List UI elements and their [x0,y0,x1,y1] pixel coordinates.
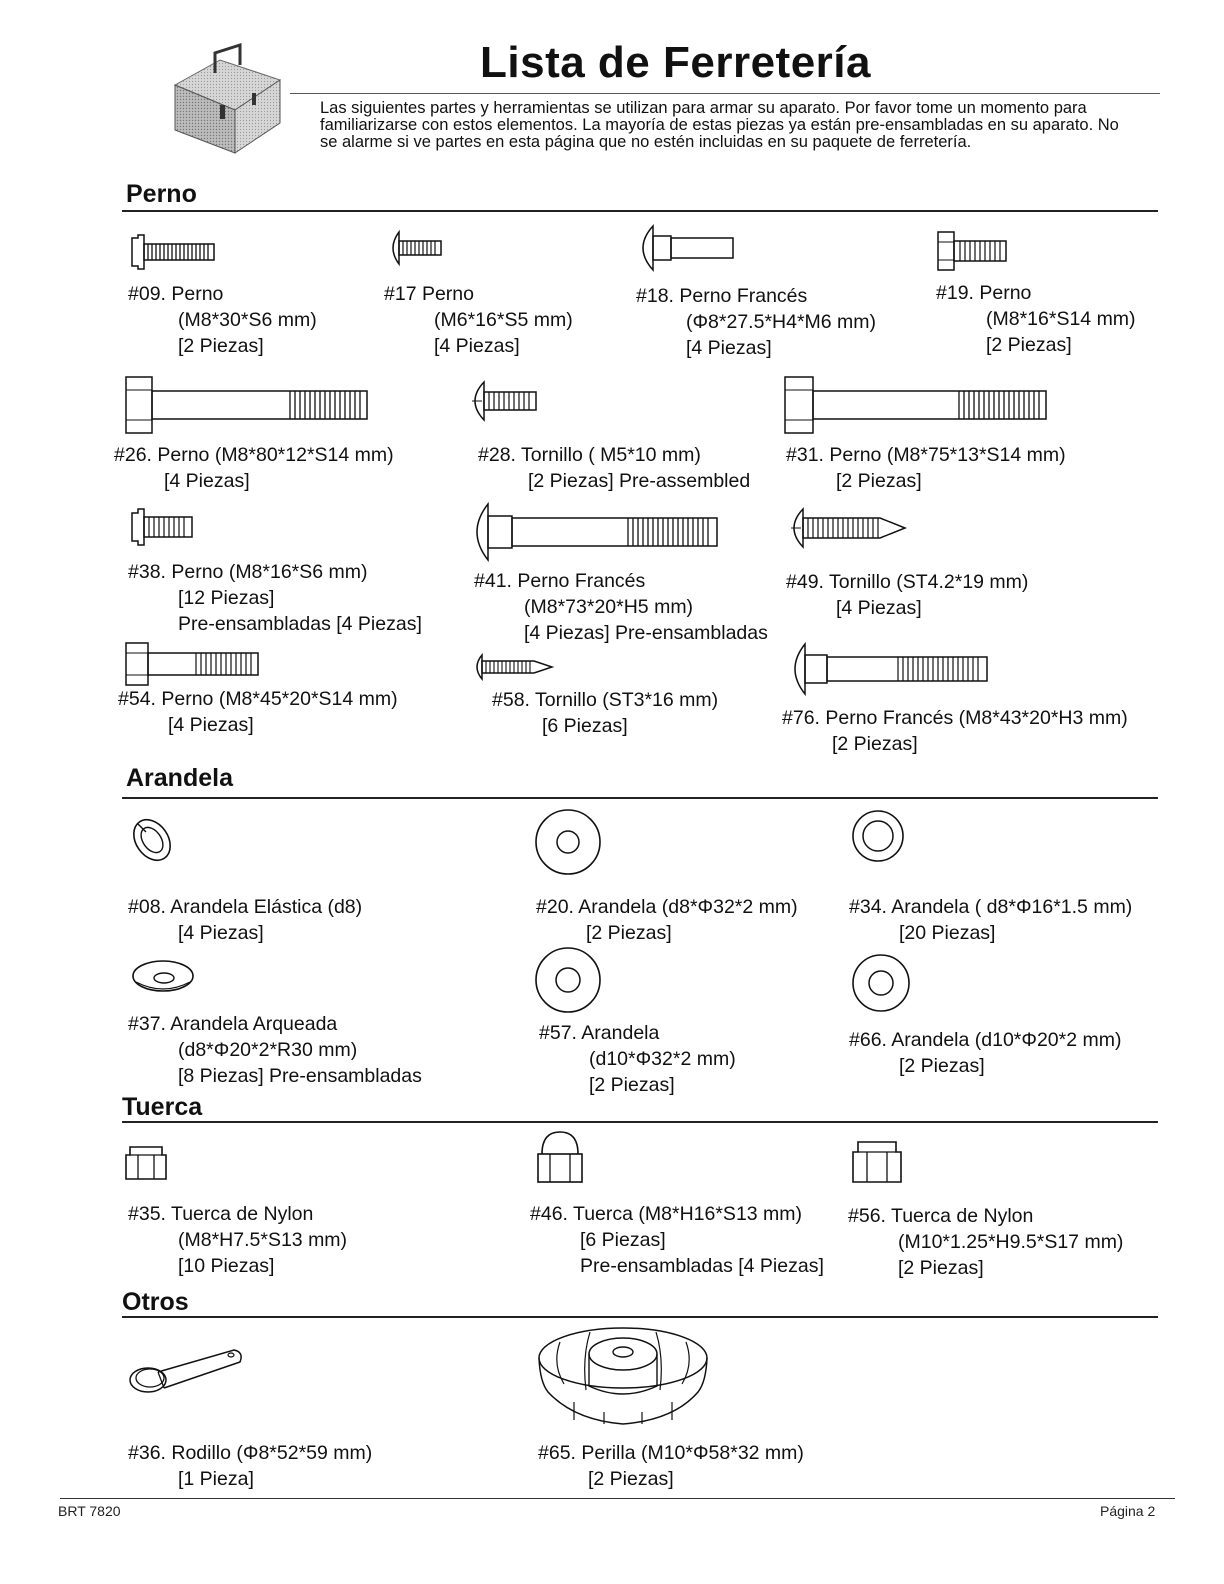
item-qty: [4 Piezas] [178,922,264,944]
item-note: [8 Piezas] Pre-ensambladas [178,1065,422,1087]
section-divider [122,1316,1158,1318]
item-label: #26. Perno (M8*80*12*S14 mm) [114,444,394,466]
bolt-54-icon [124,640,264,688]
item-note: Pre-ensambladas [4 Piezas] [178,613,422,635]
item-label: #58. Tornillo (ST3*16 mm) [492,689,719,711]
item-qty: [4 Piezas] [434,335,520,357]
item-label: #56. Tuerca de Nylon [848,1205,1034,1227]
item-spec: (M8*30*S6 mm) [178,309,317,331]
item-38 [128,559,422,637]
bolt-31-icon [783,374,1053,436]
footer-model: BRT 7820 [58,1503,121,1519]
bolt-38-icon [128,505,198,549]
item-41 [474,568,768,646]
item-label: #17 Perno [384,283,474,305]
carriage-bolt-18-icon [633,222,743,274]
footer-divider [60,1498,1175,1499]
item-36 [128,1440,372,1492]
washer-20-icon [532,806,604,878]
item-label: #18. Perno Francés [636,285,808,307]
item-spec: (Φ8*27.5*H4*M6 mm) [686,311,877,333]
nylon-nut-56-icon [850,1140,904,1184]
item-76 [782,705,1128,757]
item-spec: (M8*H7.5*S13 mm) [178,1229,348,1251]
item-label: #41. Perno Francés [474,570,646,592]
section-divider [122,1121,1158,1123]
item-label: #76. Perno Francés (M8*43*20*H3 mm) [782,707,1128,729]
bolt-09-icon [128,232,218,272]
curved-washer-37-icon [128,956,198,996]
item-57 [539,1020,736,1098]
item-label: #54. Perno (M8*45*20*S14 mm) [118,688,398,710]
item-09 [128,281,317,359]
toolbox-illustration [170,35,290,155]
item-qty: [2 Piezas] [898,1257,984,1279]
washer-57-icon [532,944,604,1016]
roller-pin-36-icon [126,1342,251,1402]
item-spec: (M10*1.25*H9.5*S17 mm) [898,1231,1124,1253]
item-label: #28. Tornillo ( M5*10 mm) [478,444,701,466]
knob-65-icon [534,1324,712,1428]
item-label: #65. Perilla (M10*Φ58*32 mm) [538,1442,804,1464]
item-label: #35. Tuerca de Nylon [128,1203,314,1225]
item-qty: [2 Piezas] [589,1074,675,1096]
item-qty: [4 Piezas] [686,337,772,359]
screw-58-icon [472,652,557,682]
spring-washer-08-icon [128,810,176,866]
cap-nut-46-icon [534,1130,586,1186]
item-label: #46. Tuerca (M8*H16*S13 mm) [530,1203,803,1225]
item-65 [538,1440,804,1492]
item-qty: [2 Piezas] Pre-assembled [528,470,751,492]
item-qty: [2 Piezas] [836,470,922,492]
item-label: #66. Arandela (d10*Φ20*2 mm) [849,1029,1122,1051]
section-heading-tuerca: Tuerca [122,1093,203,1121]
bolt-26-icon [124,374,374,436]
page-title: Lista de Ferretería [480,38,871,87]
section-divider [122,797,1158,799]
item-spec: (d8*Φ20*2*R30 mm) [178,1039,358,1061]
item-qty: [2 Piezas] [588,1468,674,1490]
carriage-bolt-41-icon [466,500,726,564]
washer-34-icon [850,808,906,864]
item-spec: (M8*73*20*H5 mm) [524,596,694,618]
item-qty: [2 Piezas] [899,1055,985,1077]
section-divider [122,210,1158,212]
item-label: #08. Arandela Elástica (d8) [128,896,363,918]
item-label: #20. Arandela (d8*Φ32*2 mm) [536,896,798,918]
nylon-nut-35-icon [124,1145,168,1181]
item-label: #36. Rodillo (Φ8*52*59 mm) [128,1442,373,1464]
item-qty: [2 Piezas] [832,733,918,755]
item-58 [492,687,718,739]
item-label: #57. Arandela [539,1022,660,1044]
section-heading-arandela: Arandela [126,764,233,792]
item-label: #19. Perno [936,282,1032,304]
item-label: #37. Arandela Arqueada [128,1013,338,1035]
item-28 [478,442,750,494]
item-18 [636,283,876,361]
item-17 [384,281,573,359]
screw-49-icon [785,505,910,551]
item-label: #49. Tornillo (ST4.2*19 mm) [786,571,1029,593]
item-qty: [2 Piezas] [586,922,672,944]
item-qty: [4 Piezas] [168,714,254,736]
section-heading-perno: Perno [126,180,197,208]
item-spec: (M6*16*S5 mm) [434,309,573,331]
item-qty: [4 Piezas] Pre-ensambladas [524,622,768,644]
item-37 [128,1011,422,1089]
item-spec: (d10*Φ32*2 mm) [589,1048,736,1070]
item-54 [118,686,398,738]
item-qty: [2 Piezas] [986,334,1072,356]
item-label: #38. Perno (M8*16*S6 mm) [128,561,368,583]
footer-page-number: Página 2 [1100,1503,1156,1519]
bolt-19-icon [936,228,1011,274]
section-heading-otros: Otros [122,1288,189,1316]
bolt-17-icon [385,228,445,268]
item-19 [936,280,1136,358]
item-35 [128,1201,347,1279]
title-divider [290,93,1160,94]
item-qty: [20 Piezas] [899,922,996,944]
carriage-bolt-76-icon [785,640,995,698]
item-34 [849,894,1132,946]
item-qty: [2 Piezas] [178,335,264,357]
item-46 [530,1201,824,1279]
item-qty: [6 Piezas] [542,715,628,737]
item-26 [114,442,394,494]
item-qty: [1 Pieza] [178,1468,254,1490]
item-note: Pre-ensambladas [4 Piezas] [580,1255,824,1277]
item-08 [128,894,362,946]
item-qty: [4 Piezas] [164,470,250,492]
item-56 [848,1203,1123,1281]
item-qty: [10 Piezas] [178,1255,275,1277]
item-66 [849,1027,1121,1079]
screw-28-icon [466,378,541,424]
item-31 [786,442,1066,494]
item-20 [536,894,798,946]
item-qty: [6 Piezas] [580,1229,666,1251]
item-label: #09. Perno [128,283,224,305]
item-label: #31. Perno (M8*75*13*S14 mm) [786,444,1066,466]
intro-paragraph: Las siguientes partes y herramientas se utilizan para armar su aparato. Por favor tome un momento para familiarizarse con estos elementos. La mayoría de estas piezas ya están pre-ensambladas en su aparato. No se alarme si ve partes en esta página que no estén incluidas en su paquete de ferretería. [320,99,1119,151]
item-qty: [12 Piezas] [178,587,275,609]
washer-66-icon [850,952,912,1014]
item-qty: [4 Piezas] [836,597,922,619]
item-spec: (M8*16*S14 mm) [986,308,1136,330]
item-label: #34. Arandela ( d8*Φ16*1.5 mm) [849,896,1133,918]
item-49 [786,569,1028,621]
